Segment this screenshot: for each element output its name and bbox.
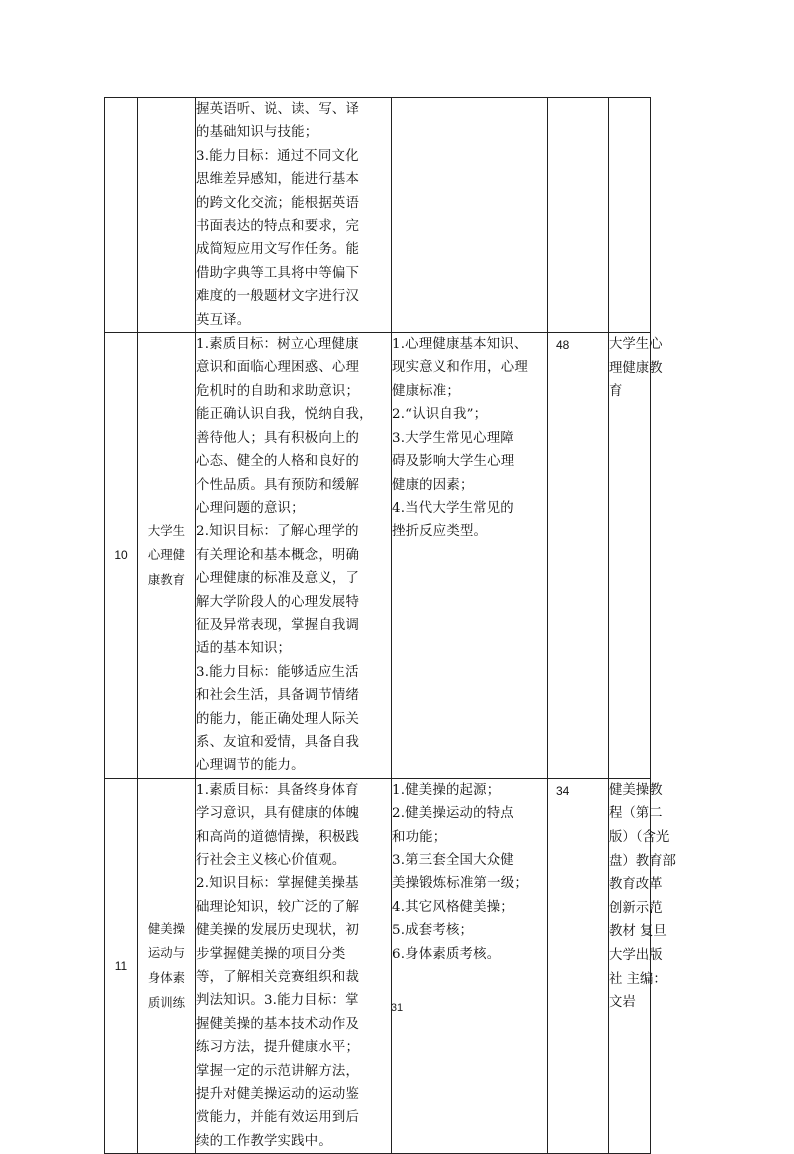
objective-line: 3.能力目标：能够适应生活 xyxy=(196,664,359,680)
objective-line: 心理调节的能力。 xyxy=(196,758,305,774)
course-textbook xyxy=(609,98,651,333)
textbook-line: 教育改革 xyxy=(609,877,663,893)
textbook-line: 创新示范 xyxy=(609,900,663,916)
objective-line: 思维差异感知，能进行基本 xyxy=(196,172,360,188)
objective-line: 危机时的自助和求助意识； xyxy=(196,383,360,399)
course-name-line: 心理健 xyxy=(147,547,186,563)
content-line: 碍及影响大学生心理 xyxy=(392,454,515,470)
textbook-line: 盘）教育部 xyxy=(609,853,676,869)
table-row xyxy=(105,333,651,779)
objective-line: 和高尚的道德情操，积极践 xyxy=(196,829,360,845)
textbook-line: 健美操教 xyxy=(609,782,663,798)
course-hours xyxy=(548,98,609,333)
content-line: 1.心理健康基本知识、 xyxy=(392,337,528,353)
table-row xyxy=(105,98,651,333)
objective-line: 个性品质。具有预防和缓解 xyxy=(196,477,360,493)
content-line: 2.“认识自我”； xyxy=(392,407,488,423)
objective-line: 的能力，能正确处理人际关 xyxy=(196,711,360,727)
content-line: 1.健美操的起源； xyxy=(392,782,501,798)
textbook-line: 程（第二 xyxy=(609,806,663,822)
content-line: 健康标准； xyxy=(392,383,460,399)
objective-line: 等，了解相关竞赛组织和裁 xyxy=(196,970,360,986)
course-name-line: 康教育 xyxy=(147,571,186,587)
content-line: 和功能； xyxy=(392,829,447,845)
objective-line: 3.能力目标：通过不同文化 xyxy=(196,148,359,164)
objective-line: 提升对健美操运动的运动鉴 xyxy=(196,1087,360,1103)
course-name-line: 质训练 xyxy=(147,994,186,1010)
course-name-line: 运动与 xyxy=(147,945,186,961)
course-objectives xyxy=(196,98,392,333)
course-name-line: 身体素 xyxy=(147,970,186,986)
objective-line: 1.素质目标：具备终身体育 xyxy=(196,782,359,798)
content-line: 4.其它风格健美操； xyxy=(392,899,514,915)
textbook-line: 社 主编： xyxy=(609,971,667,987)
objective-line: 握英语听、说、读、写、译 xyxy=(196,102,360,117)
objective-line: 1.素质目标：树立心理健康 xyxy=(196,337,359,353)
objective-line: 和社会生活，具备调节情绪 xyxy=(196,688,360,704)
table-row xyxy=(105,778,651,1154)
course-table xyxy=(104,97,676,1154)
objective-line: 善待他人；具有积极向上的 xyxy=(196,430,360,446)
objective-line: 心理健康的标准及意义，了 xyxy=(196,571,360,587)
objective-line: 的基础知识与技能； xyxy=(196,125,319,141)
objective-line: 成简短应用文写作任务。能 xyxy=(196,242,360,258)
objective-line: 步掌握健美操的项目分类 xyxy=(196,946,346,962)
textbook-line: 大学生心 xyxy=(609,337,663,353)
objective-line: 练习方法，提升健康水平； xyxy=(196,1040,360,1056)
objective-line: 系、友谊和爱情，具备自我 xyxy=(196,734,360,750)
objective-line: 书面表达的特点和要求，完 xyxy=(196,219,360,235)
course-content xyxy=(392,333,548,779)
objective-line: 础理论知识，较广泛的了解 xyxy=(196,899,360,915)
course-content xyxy=(392,778,548,1154)
objective-line: 适的基本知识； xyxy=(196,641,292,657)
page-number: 31 xyxy=(390,1002,404,1014)
content-line: 6.身体素质考核。 xyxy=(392,946,501,962)
course-textbook xyxy=(609,778,676,1154)
content-line: 美操锻炼标准第一级； xyxy=(392,876,528,892)
content-line: 健康的因素； xyxy=(392,477,474,493)
objective-line: 行社会主义核心价值观。 xyxy=(196,853,346,868)
objective-line: 判法知识。3.能力目标：掌 xyxy=(196,993,359,1009)
objective-line: 续的工作教学实践中。 xyxy=(196,1133,332,1149)
course-content xyxy=(392,98,548,333)
objective-line: 掌握一定的示范讲解方法， xyxy=(196,1063,360,1079)
textbook-line: 文岩 xyxy=(609,995,636,1011)
objective-line: 心态、健全的人格和良好的 xyxy=(196,454,360,470)
course-name-line: 大学生 xyxy=(147,522,186,538)
objective-line: 2.知识目标：了解心理学的 xyxy=(196,524,359,540)
objective-line: 能正确认识自我，悦纳自我， xyxy=(196,407,373,423)
objective-line: 有关理论和基本概念，明确 xyxy=(196,547,360,563)
objective-line: 心理问题的意识； xyxy=(196,500,305,516)
textbook-line: 教材 复旦 xyxy=(609,924,667,940)
content-line: 2.健美操运动的特点 xyxy=(392,806,514,822)
textbook-line: 理健康教 xyxy=(609,360,663,376)
content-line: 5.成套考核； xyxy=(392,923,474,939)
course-hours: 48 xyxy=(548,333,609,779)
textbook-line: 育 xyxy=(609,384,623,400)
objective-line: 意识和面临心理困惑、心理 xyxy=(196,360,360,376)
content-line: 4.当代大学生常见的 xyxy=(392,500,514,516)
course-number: 10 xyxy=(105,333,138,779)
objective-line: 握健美操的基本技术动作及 xyxy=(196,1016,360,1032)
objective-line: 借助字典等工具将中等偏下 xyxy=(196,265,360,281)
objective-line: 2.知识目标：掌握健美操基 xyxy=(196,876,359,892)
course-textbook xyxy=(609,333,663,779)
course-number xyxy=(105,98,138,333)
textbook-line: 版）（含光 xyxy=(609,829,670,845)
textbook-line: 大学出版 xyxy=(609,947,663,963)
course-name-line: 健美操 xyxy=(147,920,186,936)
course-objectives xyxy=(196,778,392,1154)
content-line: 现实意义和作用，心理 xyxy=(392,360,528,376)
objective-line: 解大学阶段人的心理发展特 xyxy=(196,594,360,610)
course-name xyxy=(138,333,196,779)
objective-line: 健美操的发展历史现状，初 xyxy=(196,923,360,939)
course-objectives xyxy=(196,333,392,779)
objective-line: 的跨文化交流；能根据英语 xyxy=(196,195,360,211)
course-name xyxy=(138,778,196,1154)
objective-line: 难度的一般题材文字进行汉 xyxy=(196,289,360,305)
content-line: 3.大学生常见心理障 xyxy=(392,430,514,446)
objective-line: 征及异常表现，掌握自我调 xyxy=(196,617,360,633)
course-name xyxy=(138,98,196,333)
objective-line: 英互译。 xyxy=(196,312,251,328)
objective-line: 赏能力，并能有效运用到后 xyxy=(196,1110,360,1126)
course-hours: 34 xyxy=(548,778,609,1154)
content-line: 挫折反应类型。 xyxy=(392,524,488,540)
objective-line: 学习意识，具有健康的体魄 xyxy=(196,806,360,822)
course-number: 11 xyxy=(105,778,138,1154)
content-line: 3.第三套全国大众健 xyxy=(392,853,514,868)
